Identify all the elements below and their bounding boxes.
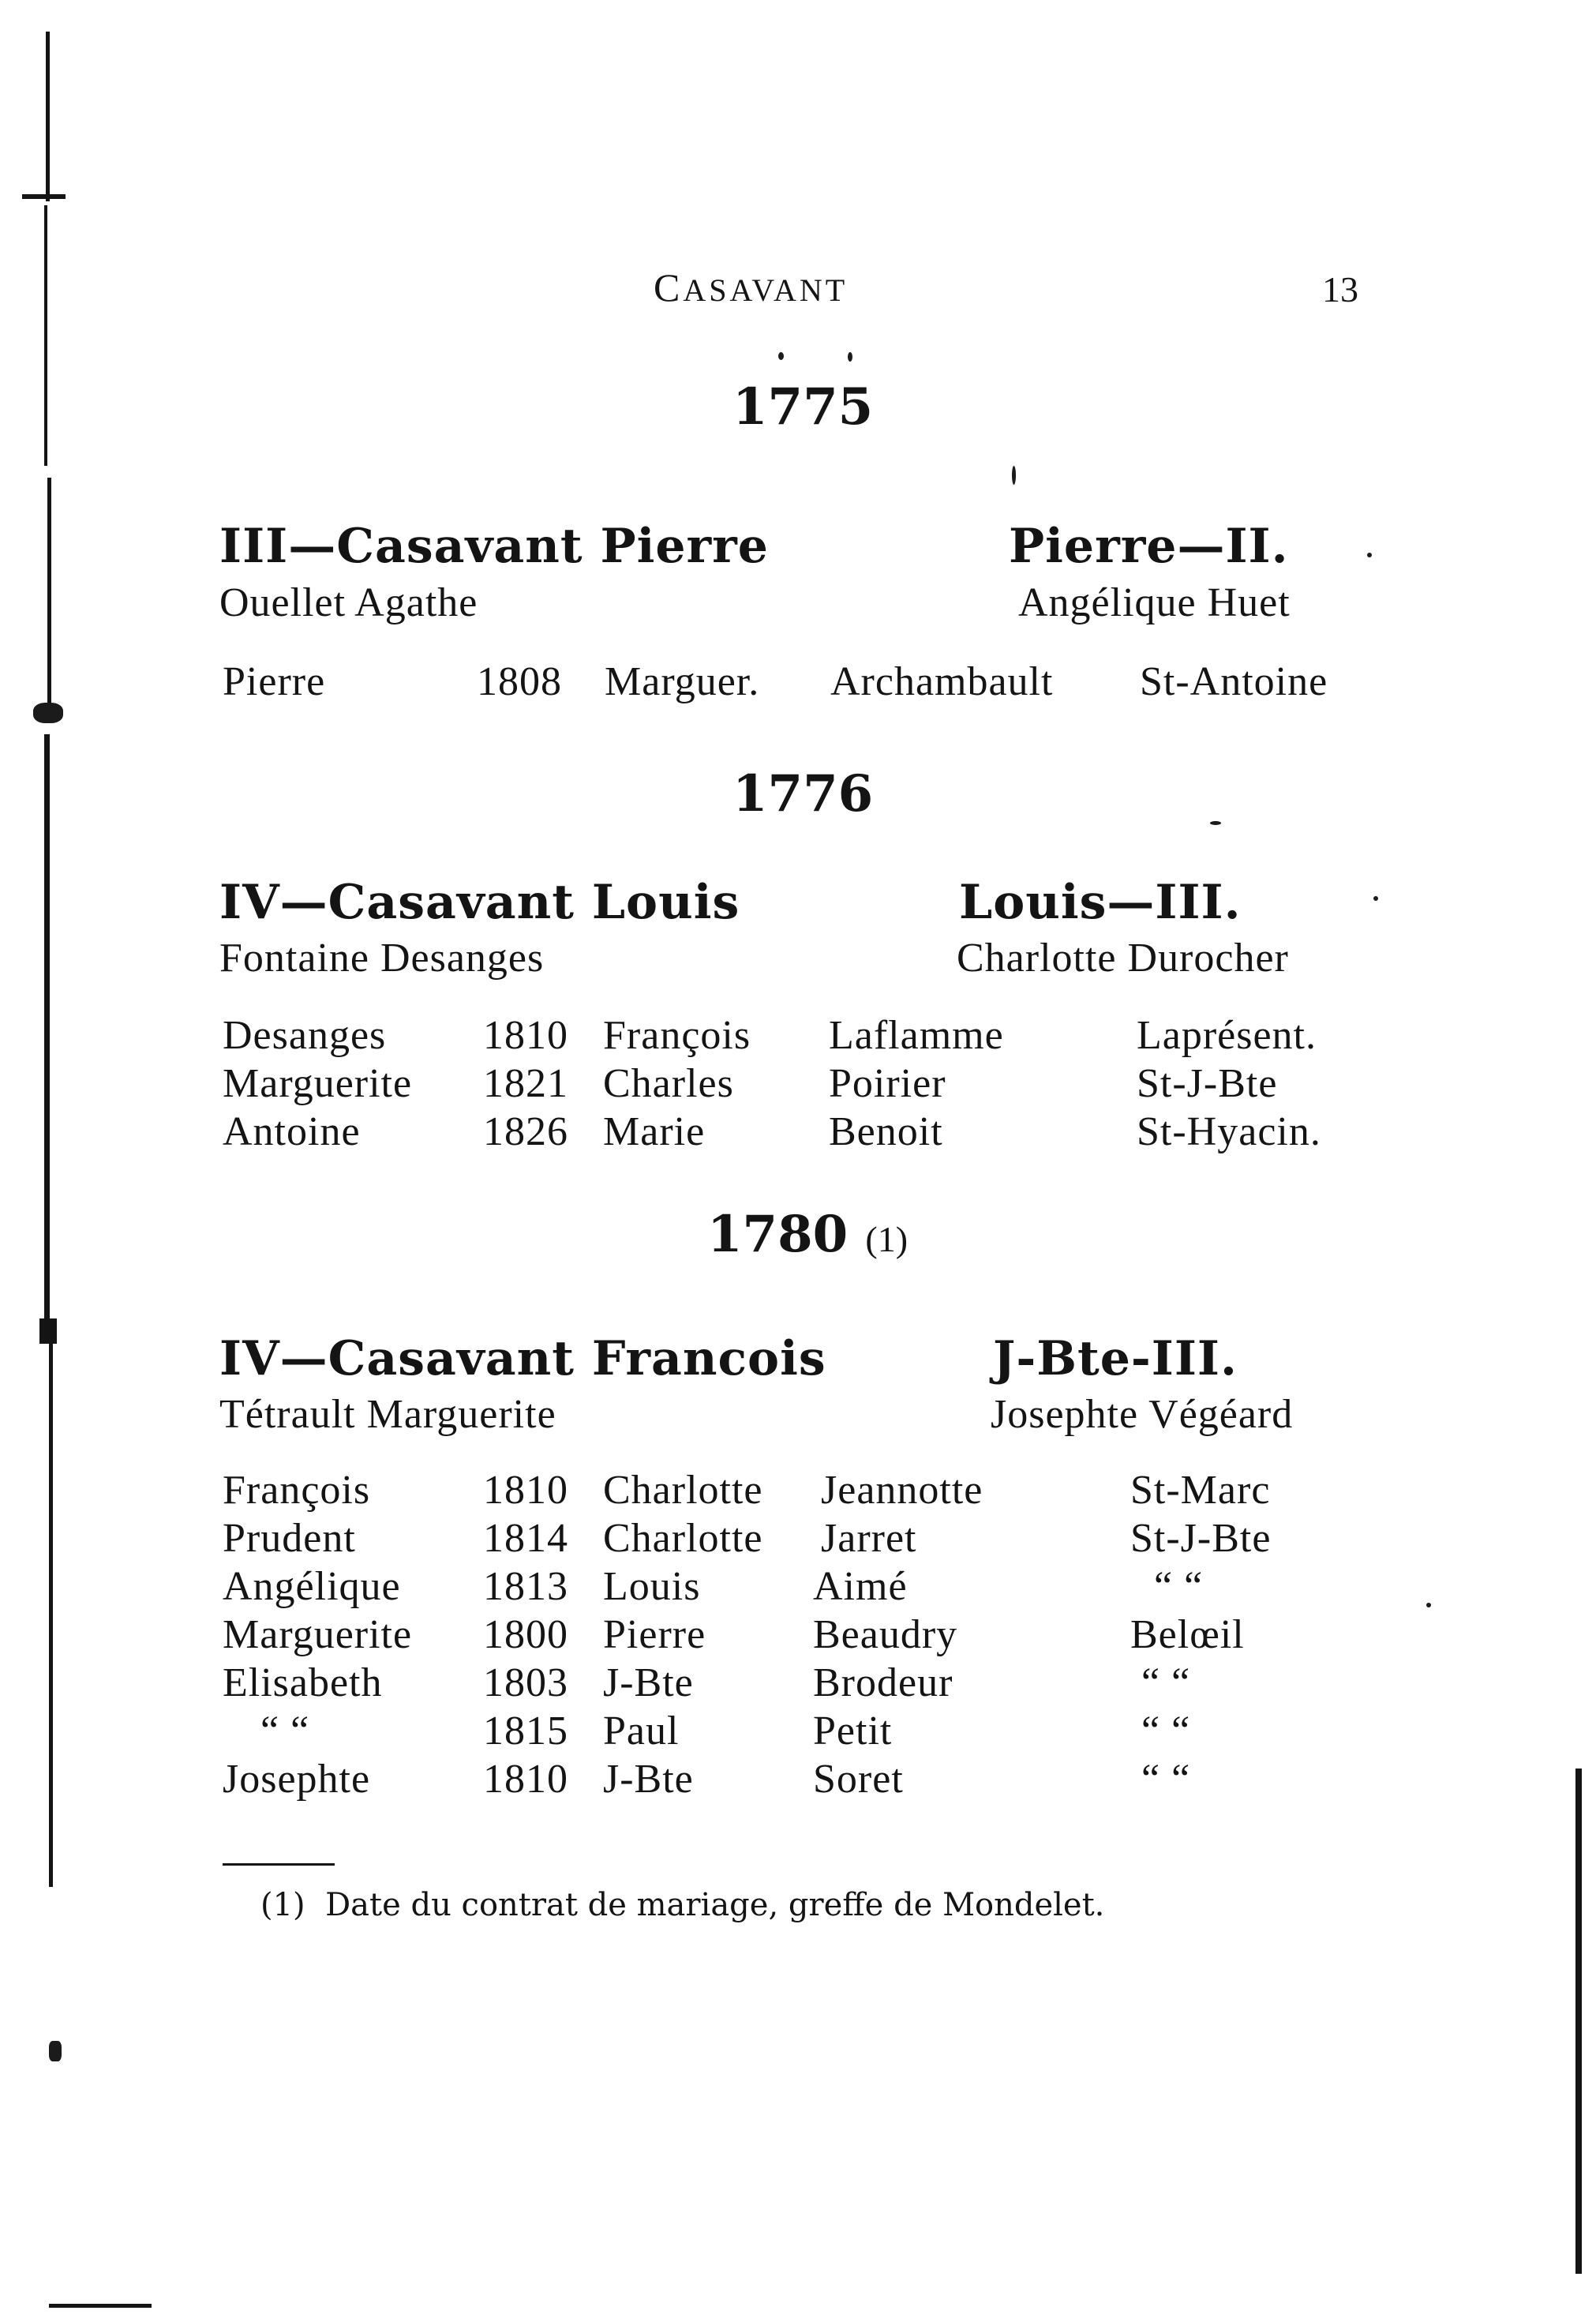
child-name: “ “ [260,1708,310,1754]
marriage-place: St-Marc [1130,1468,1271,1513]
mother-name: Charlotte Durocher [957,936,1289,981]
scan-speck [1426,1603,1431,1607]
scan-speck [1210,821,1221,825]
spouse-last-name: Jarret [821,1516,917,1561]
marriage-place: St-J-Bte [1137,1061,1278,1106]
scan-edge-line [44,205,47,466]
marriage-place: St-Hyacin. [1137,1109,1321,1154]
husband-name: IV—Casavant Louis [219,875,740,930]
spouse-last-name: Aimé [813,1564,908,1609]
scan-edge-blot [33,703,63,723]
child-name: Pierre [223,659,326,704]
child-year: 1810 [483,1468,568,1513]
child-name: Desanges [223,1013,387,1058]
scan-speck [1012,466,1016,485]
father-name: J-Bte-III. [993,1331,1238,1386]
scan-bottom-mark [49,2304,152,2308]
child-year: 1810 [483,1013,568,1058]
scan-speck [778,352,784,360]
wife-name: Fontaine Desanges [219,936,545,981]
spouse-first-name: François [603,1013,751,1058]
spouse-first-name: Marie [603,1109,706,1154]
spouse-first-name: Louis [603,1564,701,1609]
spouse-last-name: Poirier [829,1061,946,1106]
marriage-place: St-Antoine [1140,659,1328,704]
spouse-first-name: J-Bte [603,1757,694,1802]
wife-name: Ouellet Agathe [219,580,478,625]
child-name: Marguerite [223,1061,413,1106]
father-name: Louis—III. [959,875,1242,930]
spouse-last-name: Beaudry [813,1612,958,1657]
spouse-last-name: Brodeur [813,1660,953,1705]
footnote-text: (1) Date du contrat de mariage, greffe de Mondelet. [260,1887,1105,1923]
spouse-last-name: Benoit [829,1109,943,1154]
marriage-place: “ “ [1141,1708,1191,1754]
child-year: 1826 [483,1109,568,1154]
marriage-place: “ “ [1154,1564,1204,1609]
marriage-place: Belœil [1130,1612,1245,1657]
child-name: Josephte [223,1757,371,1802]
scan-right-edge-line [1575,1769,1582,2274]
spouse-last-name: Laflamme [829,1013,1004,1058]
wife-name: Tétrault Marguerite [219,1392,556,1437]
husband-name: IV—Casavant Francois [219,1331,826,1386]
child-year: 1821 [483,1061,568,1106]
scan-edge-line [49,1342,53,1887]
spouse-first-name: J-Bte [603,1660,694,1705]
spouse-last-name: Jeannotte [821,1468,983,1513]
scan-speck [1367,553,1372,557]
child-year: 1810 [483,1757,568,1802]
scan-speck [848,352,852,362]
running-header: CASAVANT [654,265,849,309]
child-name: Antoine [223,1109,361,1154]
spouse-last-name: Archambault [830,659,1054,704]
child-name: Angélique [223,1564,401,1609]
child-year: 1815 [483,1708,568,1754]
spouse-first-name: Charlotte [603,1468,763,1513]
scan-edge-mark [39,1318,57,1344]
marriage-place: Laprésent. [1137,1013,1317,1058]
spouse-first-name: Paul [603,1708,680,1754]
section-year [707,1205,908,1264]
child-name: Elisabeth [223,1660,383,1705]
footnote-ref: (1) [865,1219,909,1259]
child-name: François [223,1468,371,1513]
section-year-value: 1780 [707,1205,849,1264]
scan-edge-blot [49,2041,62,2061]
spouse-last-name: Petit [813,1708,893,1754]
child-year: 1800 [483,1612,568,1657]
spouse-first-name: Pierre [603,1612,706,1657]
scan-edge-line [47,478,51,703]
scan-edge-mark [22,194,66,199]
marriage-place: “ “ [1141,1660,1191,1705]
marriage-place: “ “ [1141,1757,1191,1802]
footnote-rule [223,1863,335,1866]
spouse-first-name: Charlotte [603,1516,763,1561]
father-name: Pierre—II. [1009,519,1289,574]
section-year: 1775 [732,377,874,437]
marriage-place: St-J-Bte [1130,1516,1272,1561]
child-year: 1813 [483,1564,568,1609]
scan-edge-line [44,734,50,1318]
section-year: 1776 [732,764,874,823]
mother-name: Angélique Huet [1018,580,1291,625]
scan-speck [1373,896,1378,901]
child-name: Prudent [223,1516,356,1561]
spouse-first-name: Marguer. [605,659,760,704]
child-year: 1808 [477,659,562,704]
spouse-first-name: Charles [603,1061,734,1106]
child-year: 1814 [483,1516,568,1561]
spouse-last-name: Soret [813,1757,904,1802]
mother-name: Josephte Végéard [991,1392,1294,1437]
husband-name: III—Casavant Pierre [219,519,769,574]
child-name: Marguerite [223,1612,413,1657]
child-year: 1803 [483,1660,568,1705]
scan-edge-line [46,32,50,201]
page-number: 13 [1322,269,1358,309]
